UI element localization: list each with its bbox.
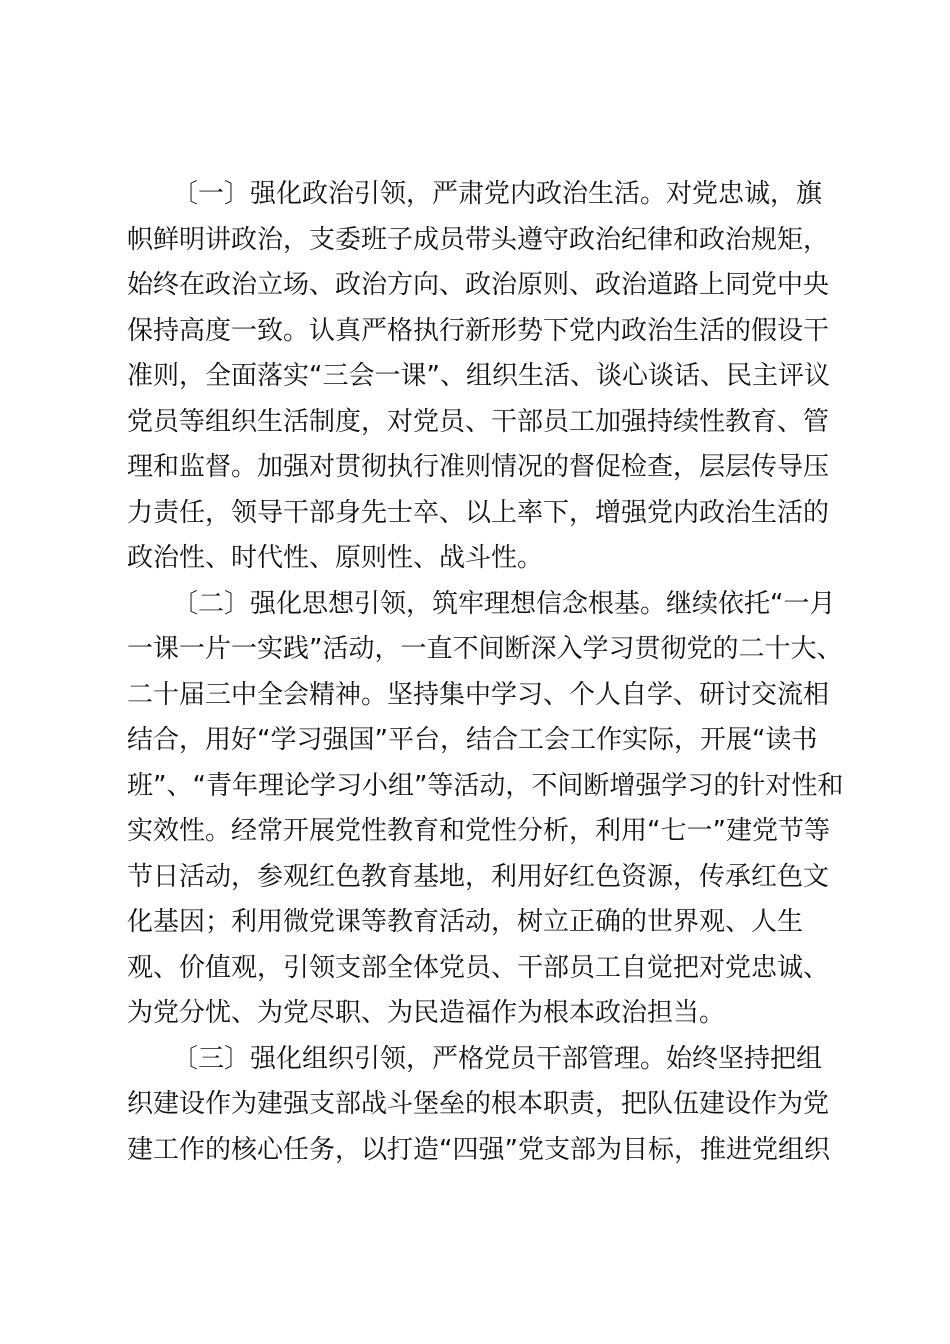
text-line: 理和监督。加强对贯彻执行准则情况的督促检查，层层传导压 xyxy=(127,452,830,482)
text-line: 〔二〕强化思想引领，筑牢理想信念根基。继续依托“一月 xyxy=(172,588,836,619)
text-line: 准则，全面落实“三会一课”、组织生活、谈心谈话、民主评议 xyxy=(127,361,830,391)
text-line: 节日活动，参观红色教育基地，利用好红色资源，传承红色文 xyxy=(127,861,830,892)
text-line: 班”、“青年理论学习小组”等活动，不间断增强学习的针对性和 xyxy=(127,770,844,801)
text-line: 为党分忧、为党尽职、为民造福作为根本政治担当。 xyxy=(127,998,726,1028)
text-line: 帜鲜明讲政治，支委班子成员带头遵守政治纪律和政治规矩， xyxy=(127,224,830,255)
text-line: 结合，用好“学习强国”平台，结合工会工作实际，开展“读书 xyxy=(127,725,818,755)
text-line: 〔一〕强化政治引领，严肃党内政治生活。对党忠诚，旗 xyxy=(172,179,823,209)
text-line: 保持高度一致。认真严格执行新形势下党内政治生活的假设干 xyxy=(127,315,830,346)
text-line: 建工作的核心任务，以打造“四强”党支部为目标，推进党组织 xyxy=(127,1134,830,1165)
text-line: 政治性、时代性、原则性、战斗性。 xyxy=(127,543,544,573)
text-line: 〔三〕强化组织引领，严格党员干部管理。始终坚持把组 xyxy=(172,1043,823,1074)
text-line: 二十届三中全会精神。坚持集中学习、个人自学、研讨交流相 xyxy=(127,679,830,710)
paragraph-2 xyxy=(127,582,844,1037)
paragraph-3 xyxy=(127,1037,833,1174)
document-body xyxy=(127,172,844,1173)
text-line: 化基因；利用微党课等教育活动，树立正确的世界观、人生 xyxy=(127,907,804,937)
text-line: 始终在政治立场、政治方向、政治原则、政治道路上同党中央 xyxy=(127,270,830,300)
text-line: 观、价值观，引领支部全体党员、干部员工自觉把对党忠诚、 xyxy=(127,952,830,983)
text-line: 实效性。经常开展党性教育和党性分析，利用“七一”建党节等 xyxy=(127,816,830,846)
text-line: 织建设作为建强支部战斗堡垒的根本职责，把队伍建设作为党 xyxy=(127,1089,830,1119)
text-line: 力责任，领导干部身先士卒、以上率下，增强党内政治生活的 xyxy=(127,497,830,528)
paragraph-1 xyxy=(127,172,833,582)
text-line: 党员等组织生活制度，对党员、干部员工加强持续性教育、管 xyxy=(127,406,830,437)
text-line: 一课一片一实践”活动，一直不间断深入学习贯彻党的二十大、 xyxy=(127,634,843,664)
